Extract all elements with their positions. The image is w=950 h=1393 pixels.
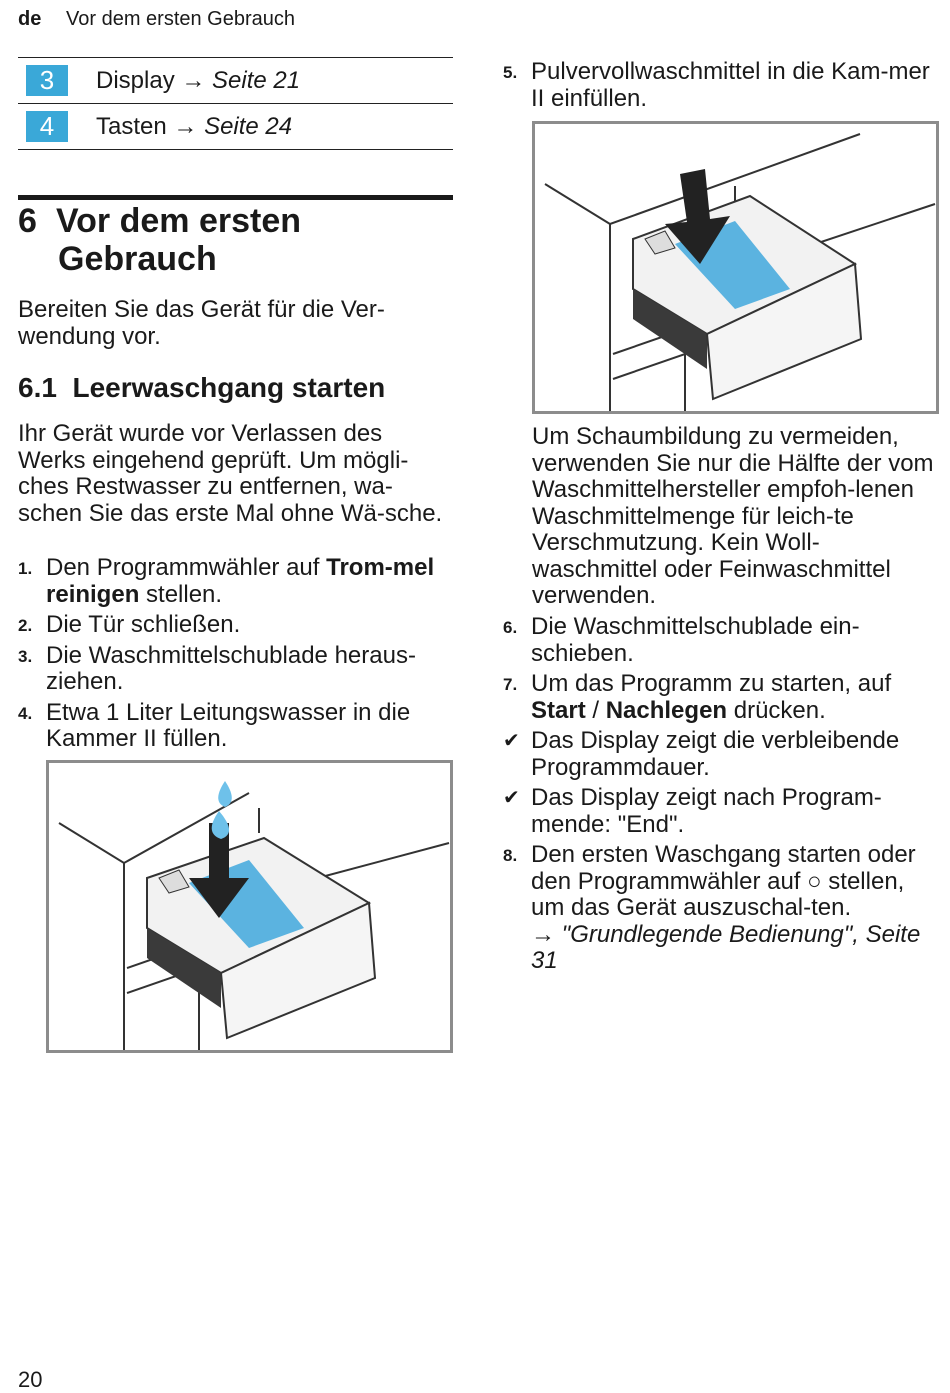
arrow-icon: → [531,920,555,948]
button-name-nachlegen: Nachlegen [605,696,728,724]
header-language: de [18,8,42,30]
step-number: 4. [18,703,33,723]
checkmark-icon: ✔ [503,730,520,752]
legend-page-link[interactable]: Seite 21 [212,66,301,94]
step-number: 3. [18,646,33,666]
legend-number-badge: 3 [26,65,68,96]
step-number: 8. [503,846,518,865]
result-1: ✔ Das Display zeigt die verbleibende Programmdauer. [503,727,900,781]
chapter-number: 6 [18,202,37,240]
section-title: Leerwaschgang starten [72,372,386,403]
button-name-start: Start [531,696,586,724]
steps-left [18,555,450,757]
drawer-detergent-illustration [535,124,936,411]
step-number: 1. [18,559,33,578]
chapter-title-line1: Vor dem ersten [56,202,302,240]
step-number: 5. [503,63,518,82]
checkmark-icon: ✔ [503,787,520,809]
chapter-intro: Bereiten Sie das Gerät für die Ver-wendung vor. [18,296,385,350]
chapter-heading [18,202,301,278]
legend-row [18,57,453,103]
section-number: 6.1 [18,372,57,403]
step-6: 6. Die Waschmittelschublade ein-schieben. [503,613,860,667]
step-7: 7. Um das Programm zu starten, auf Start / Nachlegen drücken. [503,670,892,724]
step-5-note: Um Schaumbildung zu vermeiden, verwenden Sie nur die Hälfte der vom Waschmittelhersteller empfoh-lenen Waschmittelmenge für leich-te Verschmutzung. Kein Woll-waschmittel oder Feinwaschmittel verwenden. [532,423,934,609]
step-2: 2. Die Tür schließen. [18,611,241,638]
legend-label: Display [96,66,175,94]
cross-reference-link[interactable]: "Grundlegende Bedienung", Seite 31 [531,920,921,974]
legend-table [18,57,453,150]
page-number: 20 [18,1367,43,1392]
arrow-icon: → [181,66,206,94]
step-number: 6. [503,618,518,637]
step-number: 2. [18,616,33,635]
legend-row [18,103,453,150]
step-number: 7. [503,675,518,694]
arrow-icon: → [173,112,198,140]
legend-number-badge: 4 [26,111,68,142]
step-5: 5. Pulvervollwaschmittel in die Kam-mer II einfüllen. [503,58,930,112]
step-1: 1. Den Programmwähler auf Trom-mel reinigen stellen. [18,554,435,608]
header-title: Vor dem ersten Gebrauch [66,8,296,30]
figure-detergent-drawer [532,121,939,414]
chapter-title-line2: Gebrauch [58,240,217,278]
drawer-water-illustration [49,763,450,1050]
chapter-divider [18,195,453,200]
legend-label: Tasten [96,112,167,140]
section-heading [18,372,385,404]
result-2: ✔ Das Display zeigt nach Program-mende: "End". [503,784,882,838]
steps-right-bottom [503,614,935,979]
step-4: 4. Etwa 1 Liter Leitungswasser in die Kammer II füllen. [18,698,411,752]
steps-right-top [503,59,933,116]
legend-page-link[interactable]: Seite 24 [204,112,293,140]
step-3: 3. Die Waschmittelschublade heraus-ziehen. [18,641,416,695]
section-text: Ihr Gerät wurde vor Verlassen des Werks eingehend geprüft. Um mögli-ches Restwasser zu entfernen, wa-schen Sie das erste Mal ohne Wä-sche. [18,420,443,527]
figure-water-drawer [46,760,453,1053]
program-name: Trom-mel reinigen [46,554,435,608]
step-8: 8. Den ersten Waschgang starten oder den Programmwähler auf ○ stellen, um das Gerät auszuschal-ten. → "Grundlegende Bedienung", Seite 31 [503,841,921,974]
